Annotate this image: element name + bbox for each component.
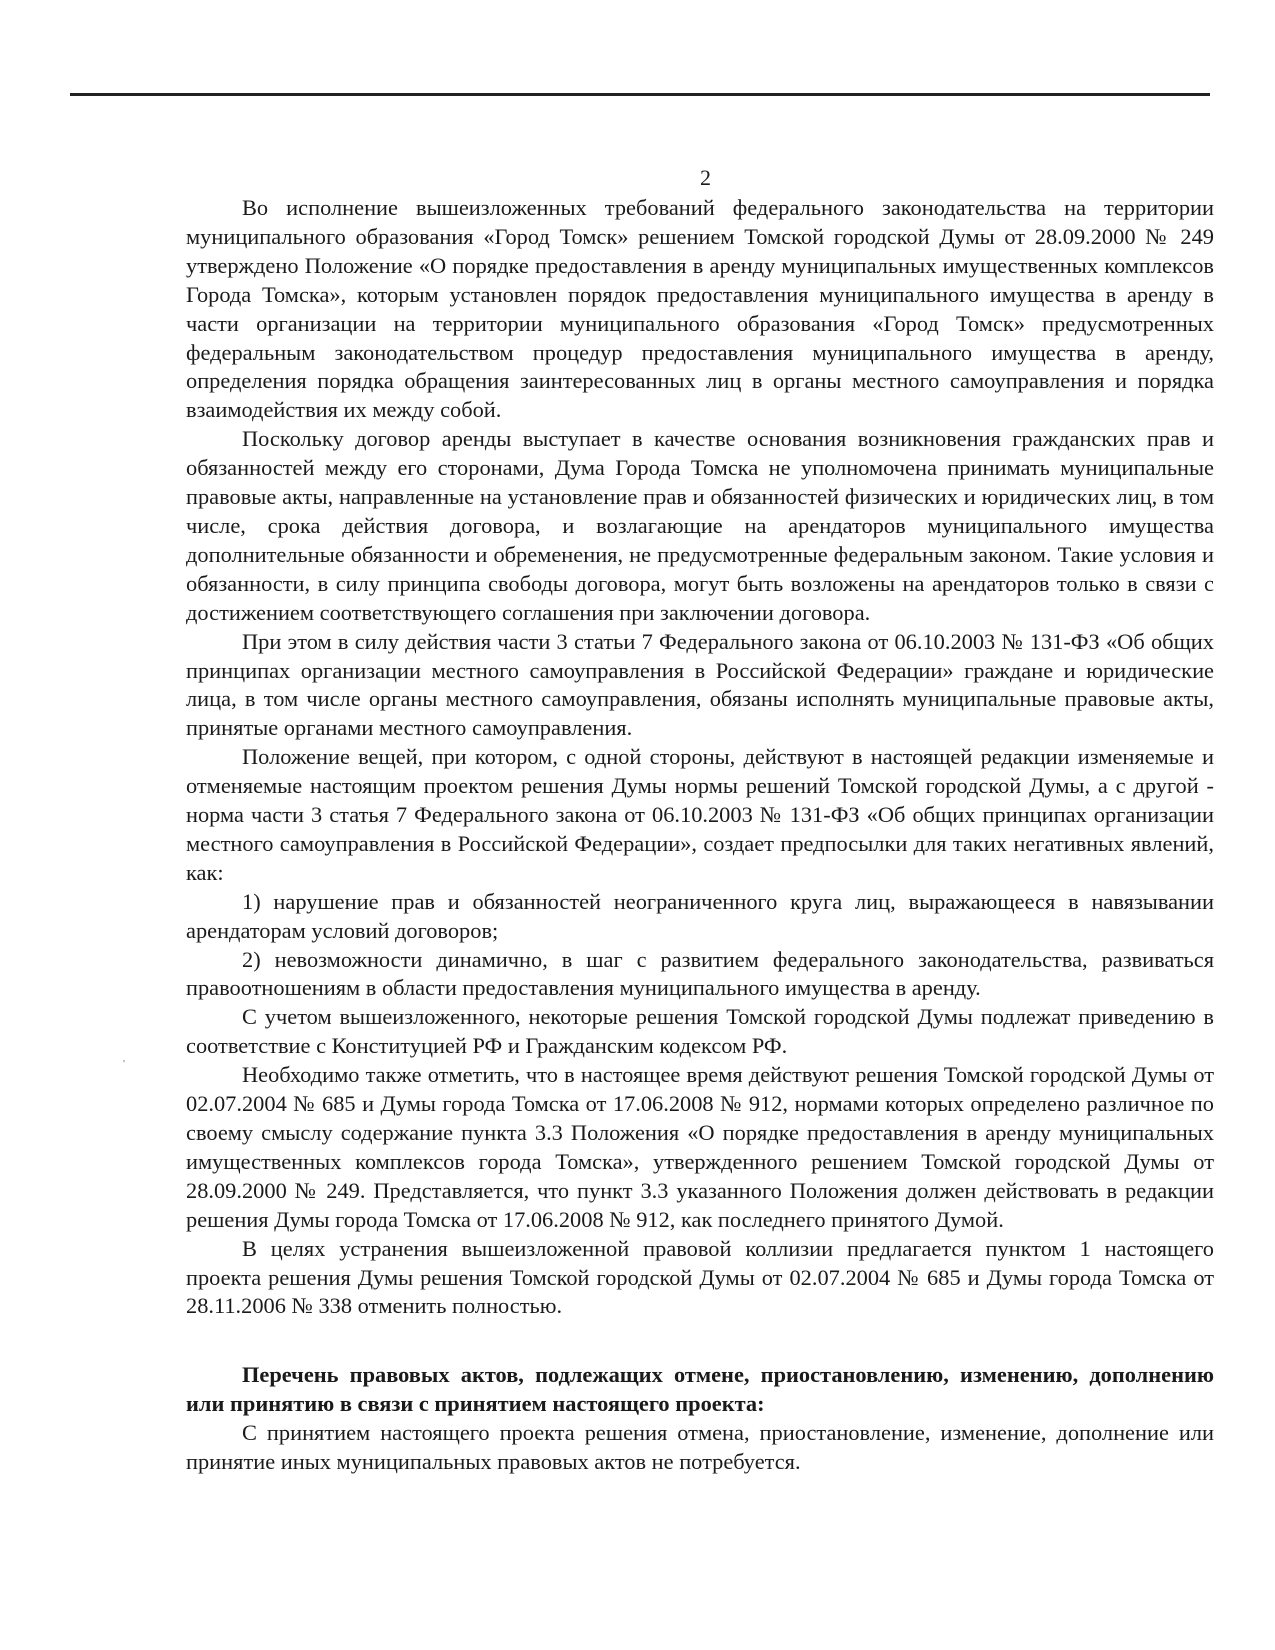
- paragraph-conclusion: С учетом вышеизложенного, некоторые решения Томской городской Думы подлежат приведению в соответствие с Конституцией РФ и Гражданским кодексом РФ.: [186, 1004, 1214, 1059]
- paragraph-implementation: Во исполнение вышеизложенных требований федерального законодательства на территории муниципального образования «Город Томск» решением Томской городской Думы от 28.09.2000 № 249 утверждено Положение «О порядке предоставления в аренду муниципальных имущественных комплексов Города Томска», которым установлен порядок предоставления муниципального имущества в аренду в части организации на территории муниципального образования «Город Томск» предусмотренных федеральным законодательством процедур предоставления муниципального имущества в аренду, определения порядка обращения заинтересованных лиц в органы местного самоуправления и порядка взаимодействия их между собой.: [186, 195, 1214, 423]
- list-item-1: 1) нарушение прав и обязанностей неограниченного круга лиц, выражающееся в навязывании арендаторам условий договоров;: [186, 888, 1214, 943]
- paragraph-note: Необходимо также отметить, что в настоящее время действуют решения Томской городской Думы от 02.07.2004 № 685 и Думы города Томска от 17.06.2008 № 912, нормами которых определено различное по своему смыслу содержание пункта 3.3 Положения «О порядке предоставления в аренду муниципальных имущественных комплексов города Томска», утвержденного решением Томской городской Думы от 28.09.2000 № 249. Представляется, что пункт 3.3 указанного Положения должен действовать в редакции решения Думы города Томска от 17.06.2008 № 912, как последнего принятого Думой.: [186, 1062, 1214, 1232]
- page-number: 2: [700, 165, 711, 190]
- section-gap: [186, 1321, 1214, 1361]
- top-rule: [70, 93, 1210, 96]
- list-item-2: 2) невозможности динамично, в шаг с развитием федерального законодательства, развиваться правоотношениям в области предоставления муниципального имущества в аренду.: [186, 946, 1214, 1001]
- paragraph-lease-contract: Поскольку договор аренды выступает в качестве основания возникновения гражданских прав и обязанностей между его сторонами, Дума Города Томска не уполномочена принимать муниципальные правовые акты, направленные на установление прав и обязанностей физических и юридических лиц, в том числе, срока действия договора, и возлагающие на арендаторов муниципального имущества дополнительные обязанности и обременения, не предусмотренные федеральным законом. Такие условия и обязанности, в силу принципа свободы договора, могут быть возложены на арендаторов только в связи с достижением соответствующего соглашения при заключении договора.: [186, 426, 1214, 625]
- section-heading: Перечень правовых актов, подлежащих отмене, приостановлению, изменению, дополнению или принятию в связи с принятием настоящего проекта:: [186, 1362, 1214, 1417]
- document-body: [186, 194, 1214, 1477]
- paragraph-federal-law: При этом в силу действия части 3 статьи 7 Федерального закона от 06.10.2003 № 131-ФЗ «Об общих принципах организации местного самоуправления в Российской Федерации» граждане и юридические лица, в том числе органы местного самоуправления, обязаны исполнять муниципальные правовые акты, принятые органами местного самоуправления.: [186, 628, 1214, 741]
- paragraph-state-of-affairs: Положение вещей, при котором, с одной стороны, действуют в настоящей редакции изменяемые и отменяемые настоящим проектом решения Думы нормы решений Томской городской Думы, а с другой - норма части 3 статья 7 Федерального закона от 06.10.2003 № 131-ФЗ «Об общих принципах организации местного самоуправления в Российской Федерации», создает предпосылки для таких негативных явлений, как:: [186, 744, 1214, 885]
- margin-mark: ': [123, 1058, 125, 1070]
- paragraph-proposal: В целях устранения вышеизложенной правовой коллизии предлагается пунктом 1 настоящего проекта решения Думы решения Томской городской Думы от 02.07.2004 № 685 и Думы города Томска от 28.11.2006 № 338 отменить полностью.: [186, 1235, 1214, 1319]
- section-text: С принятием настоящего проекта решения отмена, приостановление, изменение, дополнение или принятие иных муниципальных правовых актов не потребуется.: [186, 1420, 1214, 1475]
